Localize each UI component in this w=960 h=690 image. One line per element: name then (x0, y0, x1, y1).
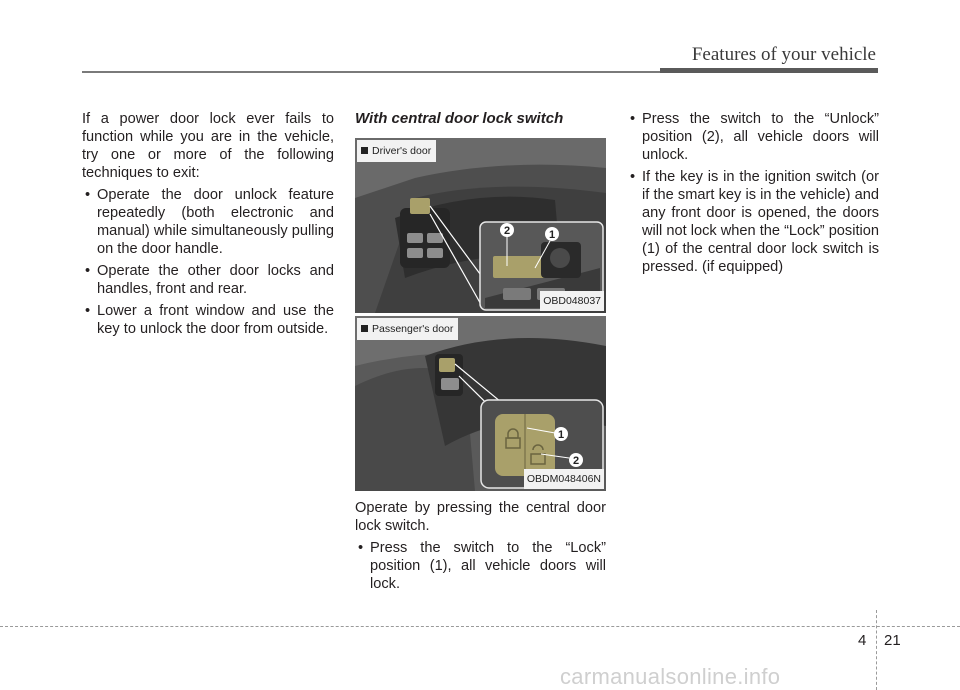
driver-door-figure (355, 138, 606, 313)
footer-rule (0, 626, 960, 627)
header-rule-accent (660, 68, 878, 73)
callout-1: 1 (548, 229, 556, 241)
list-item: • Operate the other door locks and handles, front and rear. (82, 262, 334, 298)
figure-label: Passenger's door (357, 318, 458, 340)
square-bullet-icon (361, 147, 368, 154)
callout-1: 1 (557, 429, 565, 441)
column-3 (627, 110, 879, 280)
operate-paragraph: Operate by pressing the central door lock switch. (355, 500, 606, 534)
watermark: carmanualsonline.info (560, 664, 781, 689)
list-item: • Press the switch to the “Unlock” position (2), all vehicle doors will unlock. (627, 110, 879, 164)
passenger-door-figure (355, 316, 606, 491)
exit-techniques-list (82, 186, 334, 338)
section-heading: With central door lock switch (355, 110, 564, 127)
lock-instructions-list (355, 539, 606, 593)
figure-code: OBD048037 (540, 291, 604, 311)
unlock-instructions-list (627, 110, 879, 276)
figure-label: Driver's door (357, 140, 436, 162)
list-item: • Lower a front window and use the key to unlock the door from outside. (82, 302, 334, 338)
intro-paragraph: If a power door lock ever fails to function while you are in the vehicle, try one or more of the following techniques to exit: (82, 111, 334, 181)
passenger-door-photo (355, 316, 606, 491)
list-item: • Press the switch to the “Lock” position (1), all vehicle doors will lock. (355, 539, 606, 593)
list-item: • If the key is in the ignition switch (or if the smart key is in the vehicle) and any front door is opened, the doors will not lock when the “Lock” position (1) of the central door lock switch is pressed. (if equipped) (627, 168, 879, 276)
figure-code: OBDM048406N (524, 469, 604, 489)
footer-divider (876, 610, 877, 690)
callout-2: 2 (503, 225, 511, 237)
square-bullet-icon (361, 325, 368, 332)
column-1 (82, 110, 334, 342)
column-2 (355, 110, 606, 597)
list-item: • Operate the door unlock feature repeatedly (both electronic and manual) while simultaneously pulling on the door handle. (82, 186, 334, 258)
driver-door-photo (355, 138, 606, 313)
page-header-title: Features of your vehicle (691, 44, 876, 65)
page-number: 21 (884, 632, 901, 649)
callout-2: 2 (572, 455, 580, 467)
chapter-number: 4 (858, 632, 867, 649)
